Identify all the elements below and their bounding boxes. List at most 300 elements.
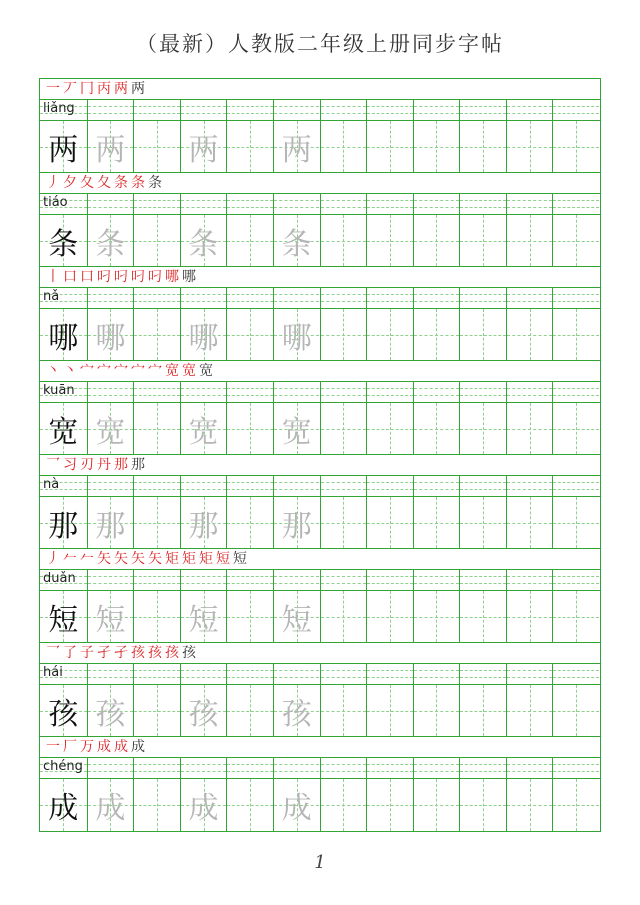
guide-line [181, 388, 227, 389]
writing-cell[interactable] [273, 685, 320, 736]
guide-line [227, 482, 273, 483]
guide-line [227, 489, 273, 490]
pinyin-row [40, 194, 600, 215]
pinyin-cell [226, 664, 273, 684]
guide-line [88, 301, 134, 302]
pinyin-cell [226, 194, 273, 214]
stroke-step: 那 [114, 457, 128, 473]
guide-line [414, 805, 460, 806]
writing-cell[interactable] [413, 403, 460, 454]
stroke-step: 条 [148, 175, 162, 191]
writing-cell[interactable] [552, 779, 599, 831]
writing-cell[interactable] [273, 497, 320, 548]
guide-line [274, 489, 320, 490]
writing-cell[interactable] [366, 685, 413, 736]
writing-cell[interactable] [87, 497, 134, 548]
pinyin-cell [366, 194, 413, 214]
writing-cell[interactable] [413, 497, 460, 548]
guide-line [414, 617, 460, 618]
writing-cell[interactable] [320, 779, 367, 831]
pinyin-cell [226, 288, 273, 308]
writing-cell[interactable] [413, 591, 460, 642]
guide-line [367, 388, 413, 389]
writing-cell[interactable] [506, 779, 553, 831]
writing-cell[interactable] [226, 403, 273, 454]
pinyin-cell [40, 100, 87, 120]
guide-line [181, 764, 227, 765]
guide-line [227, 523, 273, 524]
guide-line [367, 576, 413, 577]
pinyin-cell [133, 382, 180, 402]
writing-cell[interactable] [133, 779, 180, 831]
guide-line [460, 576, 506, 577]
writing-cell[interactable] [459, 121, 506, 172]
guide-line [414, 489, 460, 490]
writing-cell[interactable] [226, 309, 273, 360]
writing-cell[interactable] [366, 215, 413, 266]
writing-cell[interactable] [40, 591, 87, 642]
model-character: 宽 [48, 414, 79, 450]
guide-line [367, 482, 413, 483]
stroke-step: 条 [131, 175, 145, 191]
writing-cell[interactable] [87, 309, 134, 360]
stroke-step: 丶 [46, 363, 60, 379]
writing-cell[interactable] [87, 121, 134, 172]
guide-line [414, 429, 460, 430]
guide-line [553, 482, 599, 483]
writing-cell[interactable] [506, 309, 553, 360]
trace-character: 短 [95, 602, 126, 638]
pinyin-cell [320, 100, 367, 120]
guide-line [227, 583, 273, 584]
writing-cell[interactable] [87, 215, 134, 266]
writing-cell[interactable] [180, 215, 227, 266]
pinyin-cell [459, 194, 506, 214]
writing-cell[interactable] [226, 779, 273, 831]
stroke-order-row [40, 643, 600, 664]
guide-line [460, 764, 506, 765]
guide-line [181, 294, 227, 295]
pinyin-row [40, 758, 600, 779]
guide-line [414, 147, 460, 148]
stroke-order-row [40, 79, 600, 100]
guide-line [507, 617, 553, 618]
guide-line [227, 335, 273, 336]
guide-line [321, 147, 367, 148]
pinyin-cell [552, 758, 599, 778]
writing-cell[interactable] [226, 591, 273, 642]
writing-cell[interactable] [320, 591, 367, 642]
stroke-step: 宀 [148, 363, 162, 379]
stroke-step: 刃 [80, 457, 94, 473]
writing-cell[interactable] [40, 121, 87, 172]
guide-line [134, 711, 180, 712]
guide-line [367, 294, 413, 295]
writing-cell[interactable] [552, 685, 599, 736]
pinyin-label: liǎng [43, 101, 75, 116]
stroke-step: 冂 [80, 81, 94, 97]
pinyin-cell [273, 664, 320, 684]
guide-line [507, 771, 553, 772]
pinyin-cell [506, 100, 553, 120]
writing-cell[interactable] [506, 497, 553, 548]
guide-line [460, 294, 506, 295]
guide-line [414, 200, 460, 201]
writing-cell[interactable] [366, 403, 413, 454]
guide-line [367, 711, 413, 712]
guide-line [507, 207, 553, 208]
pinyin-cell [273, 570, 320, 590]
pinyin-cell [413, 100, 460, 120]
writing-cell[interactable] [133, 309, 180, 360]
pinyin-cell [506, 476, 553, 496]
guide-line [460, 335, 506, 336]
pinyin-cell [320, 382, 367, 402]
writing-cell[interactable] [87, 403, 134, 454]
guide-line [507, 335, 553, 336]
writing-cell[interactable] [87, 779, 134, 831]
writing-cell[interactable] [459, 403, 506, 454]
guide-line [414, 294, 460, 295]
guide-line [134, 764, 180, 765]
pinyin-cell [552, 664, 599, 684]
guide-line [553, 617, 599, 618]
guide-line [460, 301, 506, 302]
stroke-step: 孩 [165, 645, 179, 661]
writing-cell[interactable] [180, 497, 227, 548]
writing-cell[interactable] [180, 403, 227, 454]
guide-line [274, 207, 320, 208]
pinyin-cell [180, 382, 227, 402]
guide-line [414, 106, 460, 107]
guide-line [553, 301, 599, 302]
stroke-step: 丿 [46, 551, 60, 567]
guide-line [553, 294, 599, 295]
writing-cell[interactable] [133, 215, 180, 266]
guide-line [134, 482, 180, 483]
stroke-step: 矢 [148, 551, 162, 567]
writing-cell[interactable] [40, 403, 87, 454]
guide-line [414, 576, 460, 577]
guide-line [367, 147, 413, 148]
model-character: 那 [48, 508, 79, 544]
writing-cell[interactable] [366, 497, 413, 548]
pinyin-cell [413, 476, 460, 496]
stroke-step: 成 [97, 739, 111, 755]
guide-line [134, 241, 180, 242]
guide-line [134, 113, 180, 114]
guide-line [414, 395, 460, 396]
pinyin-cell [459, 100, 506, 120]
writing-cell[interactable] [413, 309, 460, 360]
guide-line [274, 677, 320, 678]
guide-line [460, 583, 506, 584]
writing-cell[interactable] [506, 685, 553, 736]
pinyin-cell [273, 476, 320, 496]
pinyin-cell [366, 100, 413, 120]
writing-cell[interactable] [413, 779, 460, 831]
stroke-step: 宀 [97, 363, 111, 379]
stroke-order-row [40, 361, 600, 382]
stroke-step: 矢 [131, 551, 145, 567]
stroke-step: 两 [114, 81, 128, 97]
guide-line [134, 294, 180, 295]
trace-character: 宽 [95, 414, 126, 450]
guide-line [414, 482, 460, 483]
writing-cell[interactable] [366, 309, 413, 360]
writing-cell[interactable] [552, 591, 599, 642]
writing-cell[interactable] [459, 685, 506, 736]
guide-line [507, 395, 553, 396]
writing-cell[interactable] [366, 779, 413, 831]
trace-character: 两 [281, 132, 312, 168]
writing-cell[interactable] [459, 591, 506, 642]
pinyin-cell [273, 382, 320, 402]
guide-line [553, 670, 599, 671]
writing-cell[interactable] [552, 121, 599, 172]
guide-line [460, 482, 506, 483]
writing-cell[interactable] [552, 215, 599, 266]
guide-line [227, 106, 273, 107]
writing-cell[interactable] [273, 591, 320, 642]
pinyin-label: nà [43, 477, 60, 492]
writing-cell[interactable] [413, 215, 460, 266]
writing-cell[interactable] [506, 403, 553, 454]
guide-line [134, 106, 180, 107]
guide-line [321, 106, 367, 107]
trace-character: 成 [188, 791, 219, 826]
guide-line [274, 771, 320, 772]
guide-line [553, 395, 599, 396]
pinyin-cell [133, 100, 180, 120]
stroke-step: 丹 [97, 457, 111, 473]
pinyin-cell [552, 382, 599, 402]
character-row [40, 121, 600, 173]
writing-cell[interactable] [40, 779, 87, 831]
writing-cell[interactable] [273, 403, 320, 454]
writing-cell[interactable] [320, 121, 367, 172]
pinyin-cell [320, 570, 367, 590]
stroke-step: 习 [63, 457, 77, 473]
guide-line [507, 489, 553, 490]
pinyin-label: duǎn [43, 571, 76, 586]
guide-line [553, 388, 599, 389]
writing-cell[interactable] [180, 685, 227, 736]
pinyin-cell [40, 570, 87, 590]
guide-line [367, 805, 413, 806]
pinyin-cell [506, 382, 553, 402]
guide-line [274, 301, 320, 302]
writing-cell[interactable] [273, 215, 320, 266]
stroke-step: 夂 [80, 175, 94, 191]
stroke-step: 矢 [114, 551, 128, 567]
pinyin-cell [459, 382, 506, 402]
page-title: （最新）人教版二年级上册同步字帖 [136, 32, 504, 56]
writing-cell[interactable] [180, 779, 227, 831]
pinyin-cell [552, 100, 599, 120]
guide-line [553, 489, 599, 490]
guide-line [553, 711, 599, 712]
model-character: 两 [48, 132, 79, 168]
writing-cell[interactable] [40, 215, 87, 266]
writing-cell[interactable] [552, 497, 599, 548]
pinyin-cell [133, 476, 180, 496]
pinyin-cell [40, 382, 87, 402]
writing-cell[interactable] [459, 215, 506, 266]
writing-cell[interactable] [273, 121, 320, 172]
pinyin-cell [87, 664, 134, 684]
pinyin-cell [226, 570, 273, 590]
writing-cell[interactable] [40, 497, 87, 548]
writing-cell[interactable] [273, 779, 320, 831]
guide-line [321, 489, 367, 490]
pinyin-cell [506, 758, 553, 778]
character-row [40, 685, 600, 737]
writing-cell[interactable] [180, 309, 227, 360]
pinyin-cell [180, 758, 227, 778]
guide-line [553, 583, 599, 584]
trace-character: 条 [95, 226, 126, 262]
pinyin-cell [320, 664, 367, 684]
pinyin-label: chéng [43, 759, 83, 774]
pinyin-cell [133, 194, 180, 214]
guide-line [134, 771, 180, 772]
writing-cell[interactable] [226, 685, 273, 736]
writing-cell[interactable] [506, 121, 553, 172]
guide-line [460, 711, 506, 712]
writing-cell[interactable] [133, 591, 180, 642]
guide-line [227, 764, 273, 765]
pinyin-cell [226, 476, 273, 496]
guide-line [134, 583, 180, 584]
writing-cell[interactable] [366, 121, 413, 172]
writing-cell[interactable] [40, 309, 87, 360]
guide-line [553, 771, 599, 772]
writing-cell[interactable] [87, 591, 134, 642]
writing-cell[interactable] [133, 403, 180, 454]
writing-cell[interactable] [459, 309, 506, 360]
writing-cell[interactable] [506, 215, 553, 266]
writing-cell[interactable] [133, 685, 180, 736]
writing-cell[interactable] [320, 309, 367, 360]
writing-cell[interactable] [413, 121, 460, 172]
guide-line [227, 805, 273, 806]
guide-line [507, 523, 553, 524]
writing-cell[interactable] [320, 685, 367, 736]
guide-line [507, 482, 553, 483]
stroke-step: 口 [63, 269, 77, 285]
guide-line [460, 395, 506, 396]
writing-cell[interactable] [180, 121, 227, 172]
pinyin-cell [273, 288, 320, 308]
writing-cell[interactable] [180, 591, 227, 642]
guide-line [321, 207, 367, 208]
writing-cell[interactable] [320, 403, 367, 454]
pinyin-cell [366, 382, 413, 402]
character-block [40, 549, 600, 643]
guide-line [460, 106, 506, 107]
writing-cell[interactable] [226, 121, 273, 172]
trace-character: 孩 [281, 696, 312, 732]
pinyin-label: hái [43, 665, 63, 680]
writing-cell[interactable] [87, 685, 134, 736]
writing-cell[interactable] [320, 215, 367, 266]
guide-line [227, 677, 273, 678]
guide-line [134, 207, 180, 208]
guide-line [507, 583, 553, 584]
writing-cell[interactable] [320, 497, 367, 548]
pinyin-cell [413, 570, 460, 590]
guide-line [367, 395, 413, 396]
pinyin-row [40, 100, 600, 121]
guide-line [88, 113, 134, 114]
writing-cell[interactable] [40, 685, 87, 736]
stroke-step: 丨 [46, 269, 60, 285]
pinyin-cell [226, 382, 273, 402]
writing-cell[interactable] [226, 215, 273, 266]
stroke-step: 两 [131, 81, 145, 97]
stroke-step: 厂 [63, 739, 77, 755]
guide-line [134, 677, 180, 678]
writing-cell[interactable] [133, 121, 180, 172]
guide-line [553, 335, 599, 336]
stroke-step: 夂 [97, 175, 111, 191]
guide-line [367, 617, 413, 618]
guide-line [227, 147, 273, 148]
stroke-step: 口 [80, 269, 94, 285]
stroke-step: 短 [216, 551, 230, 567]
guide-line [321, 771, 367, 772]
guide-line [321, 395, 367, 396]
guide-line [367, 583, 413, 584]
writing-cell[interactable] [226, 497, 273, 548]
guide-line [227, 294, 273, 295]
stroke-step: 了 [63, 645, 77, 661]
trace-character: 成 [95, 791, 126, 826]
pinyin-row [40, 382, 600, 403]
writing-cell[interactable] [459, 779, 506, 831]
pinyin-cell [506, 664, 553, 684]
trace-character: 那 [188, 508, 219, 544]
guide-line [227, 241, 273, 242]
trace-character: 哪 [188, 320, 219, 356]
guide-line [553, 200, 599, 201]
writing-cell[interactable] [459, 497, 506, 548]
guide-line [321, 805, 367, 806]
practice-sheet [39, 78, 601, 832]
pinyin-cell [273, 100, 320, 120]
guide-line [227, 200, 273, 201]
pinyin-cell [180, 476, 227, 496]
writing-cell[interactable] [366, 591, 413, 642]
guide-line [134, 670, 180, 671]
writing-cell[interactable] [552, 403, 599, 454]
guide-line [134, 388, 180, 389]
writing-cell[interactable] [413, 685, 460, 736]
stroke-step: 成 [114, 739, 128, 755]
guide-line [134, 335, 180, 336]
writing-cell[interactable] [552, 309, 599, 360]
stroke-step: 宀 [114, 363, 128, 379]
pinyin-cell [273, 758, 320, 778]
writing-cell[interactable] [506, 591, 553, 642]
writing-cell[interactable] [273, 309, 320, 360]
guide-line [88, 677, 134, 678]
writing-cell[interactable] [133, 497, 180, 548]
stroke-step: 宀 [80, 363, 94, 379]
guide-line [507, 294, 553, 295]
stroke-step: 叼 [148, 269, 162, 285]
